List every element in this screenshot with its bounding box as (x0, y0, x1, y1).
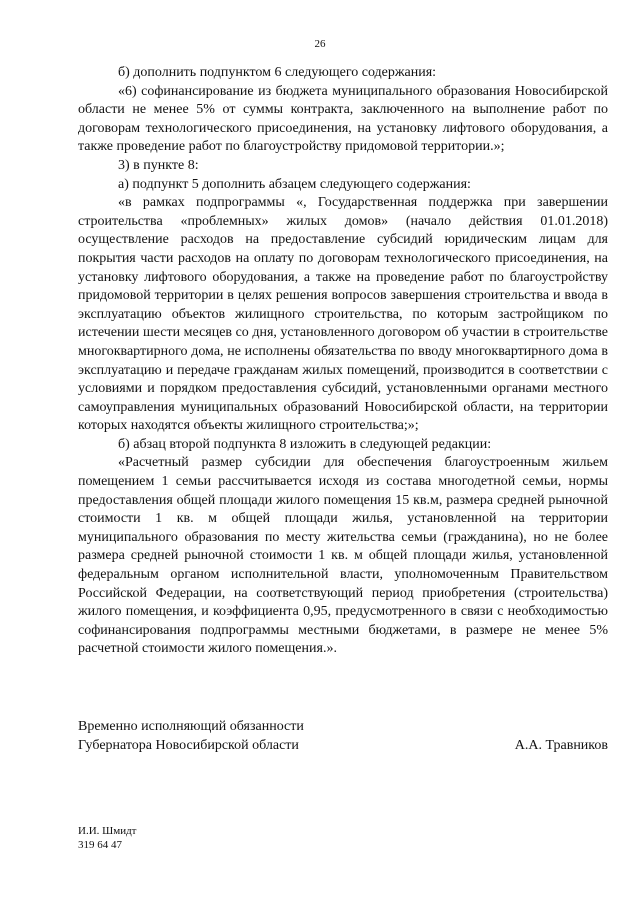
executor-block (78, 824, 137, 852)
signature-position-line1: Временно исполняющий обязанности (78, 719, 304, 734)
paragraph-amendment-a-intro: а) подпункт 5 дополнить абзацем следующего содержания: (118, 176, 471, 192)
signatory-name: А.А. Травников (514, 737, 608, 753)
document-body (78, 64, 608, 659)
paragraph-amendment-b2-intro: б) абзац второй подпункта 8 изложить в следующей редакции: (118, 436, 492, 452)
executor-phone: 319 64 47 (78, 839, 122, 851)
signature-position-line2: Губернатора Новосибирской области (78, 737, 299, 753)
paragraph-subprogram-text: «в рамках подпрограммы «, Государственная поддержка при завершении строительства «проблемных» жилых домов» (начало действия 01.01.2018) осуществление расходов на предоставление субсидий юридическим лицам для покрытия части расходов на оплату по договорам технологического присоединения, на установку лифтового оборудования, а также на проведение работ по благоустройству придомовой территории в целях решения вопросов завершения строительства и ввода в эксплуатацию объектов жилищного строительства, по которым застройщиком по истечении шести месяцев со дня, установленного договором об участии в строительстве многоквартирного дома, не исполнены обязательства по вводу многоквартирного дома в эксплуатацию и передаче гражданам жилых помещений, производится в соответствии с условиями и порядком предоставления субсидий, установленными органами местного самоуправления муниципальных образований Новосибирской области, на территории которых находятся объекты жилищного строительства;»; (78, 195, 608, 434)
paragraph-item-3: 3) в пункте 8: (118, 157, 199, 173)
paragraph-amendment-b-intro: б) дополнить подпунктом 6 следующего содержания: (118, 65, 437, 80)
paragraph-subitem-6-text: «6) софинансирование из бюджета муниципального образования Новосибирской области не менее 5% от суммы контракта, заключенного на выполнение работ по договорам технологического присоединения, на установку лифтового оборудования, а также проведение работ по благоустройству придомовой территории.»; (78, 83, 608, 155)
executor-name: И.И. Шмидт (78, 825, 137, 837)
page-number: 26 (314, 38, 326, 50)
signature-block (78, 718, 608, 755)
paragraph-subsidy-calculation: «Расчетный размер субсидии для обеспечения благоустроенным жильем помещением 1 семьи рассчитывается исходя из состава многодетной семьи, нормы предоставления общей площади жилого помещения 15 кв.м, размера средней рыночной стоимости 1 кв. м общей площади жилья, установленной на территории муниципального образования по месту жительства семьи (гражданина), но не более размера средней рыночной стоимости 1 кв. м общей площади жилья, установленной федеральным органом исполнительной власти, уполномоченным Правительством Российской Федерации, на соответствующий период приобретения (строительства) жилого помещения, и коэффициента 0,95, предусмотренного в связи с необходимостью софинансирования подпрограммы местными бюджетами, в размере не менее 5% расчетной стоимости жилого помещения.». (78, 455, 608, 657)
